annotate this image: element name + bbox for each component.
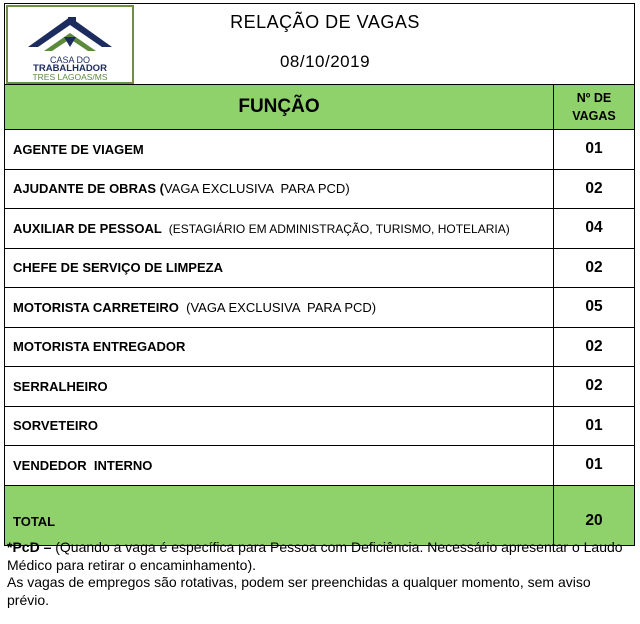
vacancy-count: 02 [554,367,635,407]
header-cell [5,4,635,85]
house-roof-icon [8,7,132,82]
page-date: 08/10/2019 [279,52,371,71]
vacancy-count: 01 [554,130,635,170]
job-name: MOTORISTA CARRETEIRO [13,299,187,315]
table-row [5,248,635,288]
table-row [5,406,635,446]
job-title [5,446,554,486]
vacancy-count: 04 [554,209,635,249]
job-name: AUXILIAR DE PESSOAL [13,220,169,236]
casa-do-trabalhador-logo [6,5,134,84]
column-header-vagas-line2: VAGAS [572,109,616,123]
column-header-row [5,85,635,130]
job-name: AJUDANTE DE OBRAS ( [13,181,164,197]
job-name: VENDEDOR INTERNO [13,457,153,473]
job-name: CHEFE DE SERVIÇO DE LIMPEZA [13,260,223,276]
job-name: MOTORISTA ENTREGADOR [13,339,186,355]
job-note: (VAGA EXCLUSIVA PARA PCD) [186,299,377,315]
job-note: VAGA EXCLUSIVA PARA PCD) [163,181,350,197]
job-title [5,406,554,446]
table-row [5,209,635,249]
vacancy-table [4,3,635,546]
vacancy-count: 05 [554,288,635,328]
vacancy-count: 02 [554,248,635,288]
table-row [5,367,635,407]
table-row [5,327,635,367]
header-row [5,4,635,85]
vacancy-count: 01 [554,406,635,446]
vacancy-count: 02 [554,169,635,209]
total-label: TOTAL [5,485,554,545]
page-title: RELAÇÃO DE VAGAS [230,12,420,32]
job-name: AGENTE DE VIAGEM [13,141,144,157]
svg-text:TRES LAGOAS/MS: TRES LAGOAS/MS [32,72,108,82]
job-title [5,130,554,170]
total-row [5,485,635,545]
column-header-vagas [554,85,635,130]
job-note: (ESTAGIÁRIO EM ADMINISTRAÇÃO, TURISMO, HOTELARIA) [168,221,510,236]
table-row [5,288,635,328]
vacancy-sheet [4,3,634,546]
pcd-label: *PcD – [7,539,52,555]
table-row [5,130,635,170]
column-header-funcao: FUNÇÃO [5,85,554,130]
svg-text:CASA DO: CASA DO [49,55,91,65]
pcd-note [7,539,625,574]
job-name: SERRALHEIRO [13,378,108,394]
job-title [5,327,554,367]
footer-notes [7,539,625,609]
column-header-vagas-line1: Nº DE [576,91,612,105]
svg-text:TRABALHADOR: TRABALHADOR [33,63,107,74]
vacancy-count: 01 [554,446,635,486]
job-title [5,288,554,328]
vacancy-count: 02 [554,327,635,367]
total-value: 20 [554,485,635,545]
rotation-notice: As vagas de empregos são rotativas, podem ser preenchidas a qualquer momento, sem aviso prévio. [7,574,591,608]
job-title [5,209,554,249]
table-row [5,446,635,486]
job-title [5,169,554,209]
pcd-text: (Quando a vaga é específica para Pessoa com Deficiência. Necessário apresentar o Laudo Médico para retirar o encaminhamento). [7,539,623,573]
job-name: SORVETEIRO [13,418,99,434]
table-row [5,169,635,209]
job-title [5,248,554,288]
job-title [5,367,554,407]
